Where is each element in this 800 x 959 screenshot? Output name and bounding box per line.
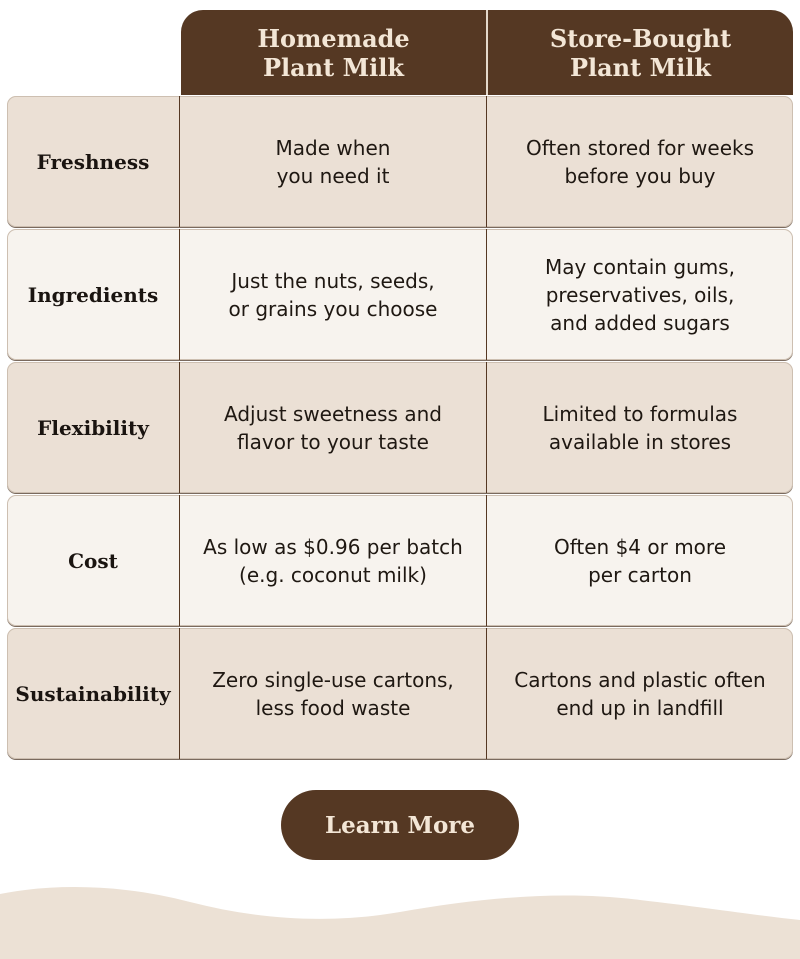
row-sustainability [7,628,793,759]
row-label: Sustainability [7,628,180,759]
header-store-bought: Store-Bought Plant Milk [549,23,732,82]
cell-homemade: Zero single-use cartons, less food waste [180,628,487,759]
row-label: Cost [7,495,180,626]
row-label: Flexibility [7,362,180,493]
cell-store-bought: Often stored for weeks before you buy [525,135,755,188]
row-cost [7,495,793,626]
row-flexibility [7,362,793,493]
cell-homemade: Adjust sweetness and flavor to your taste [180,362,487,493]
row-label: Freshness [7,96,180,227]
learn-more-button[interactable]: Learn More [281,790,519,860]
cell-homemade: Made when you need it [180,96,487,227]
row-ingredients [7,229,793,360]
comparison-table [7,96,793,761]
header-homemade: Homemade Plant Milk [257,23,410,82]
decorative-wave [0,880,800,959]
cell-store-bought: Cartons and plastic often end up in landfill [514,667,766,720]
row-freshness [7,96,793,227]
row-label: Ingredients [7,229,180,360]
cell-store-bought: Limited to formulas available in stores [542,401,738,454]
cell-store-bought: May contain gums, preservatives, oils, and added sugars [545,254,735,335]
cell-store-bought: Often $4 or more per carton [553,534,727,587]
cell-homemade: Just the nuts, seeds, or grains you choose [180,229,487,360]
cell-homemade: As low as $0.96 per batch (e.g. coconut milk) [180,495,487,626]
wave-shape [0,887,800,959]
comparison-header [181,10,793,95]
